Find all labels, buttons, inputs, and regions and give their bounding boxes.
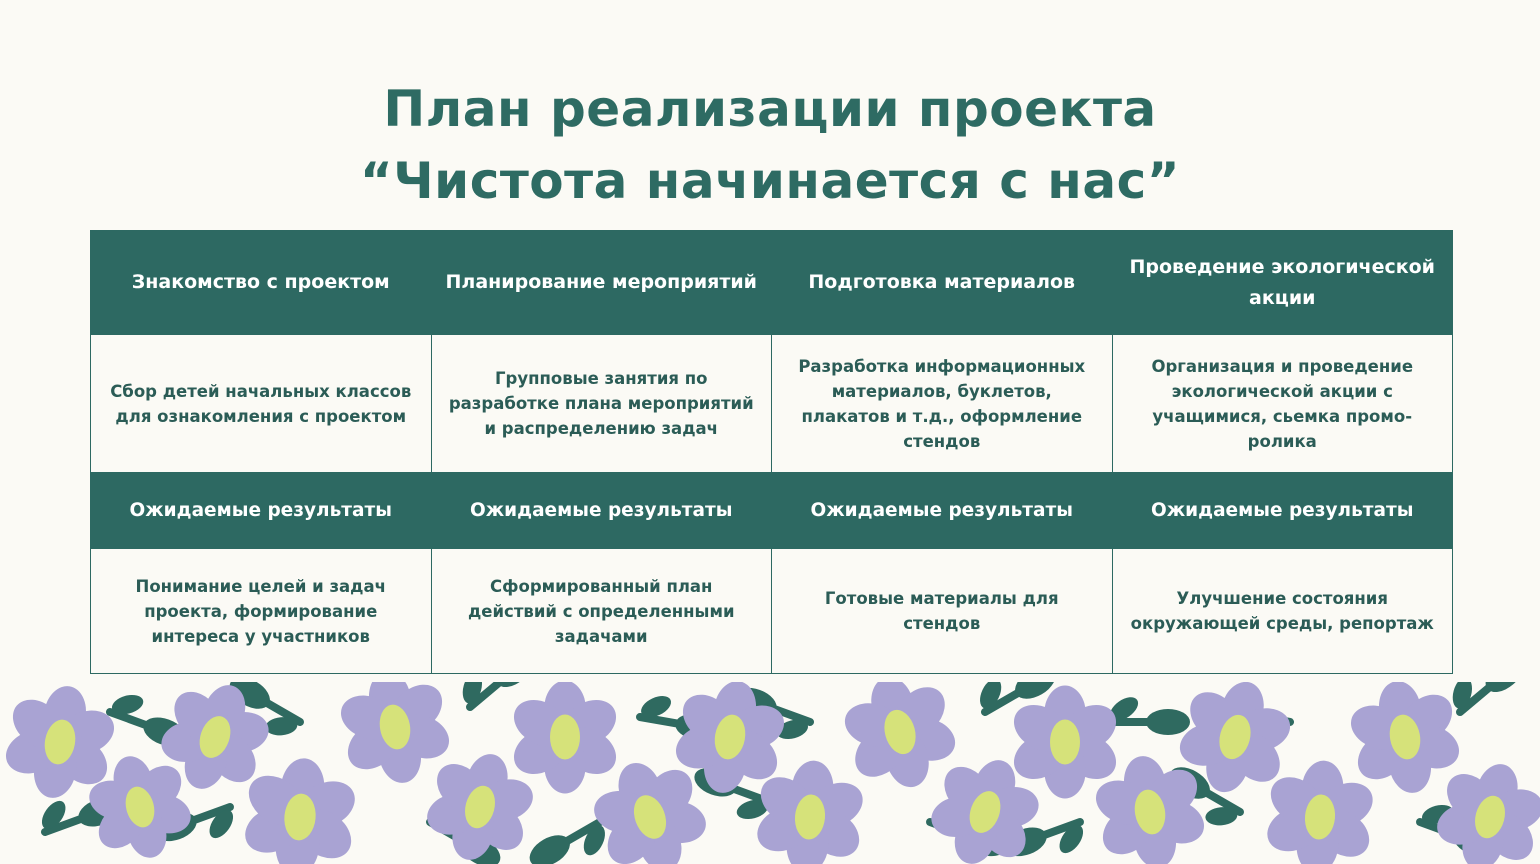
stage-header: Планирование мероприятий (431, 231, 772, 335)
results-header: Ожидаемые результаты (91, 473, 432, 549)
results-row (91, 549, 1453, 674)
purple-flower-icon (506, 682, 625, 794)
activity-cell: Организация и проведение экологической акции с учащимися, сьемка промо-ролика (1112, 335, 1453, 473)
activity-cell: Сбор детей начальных классов для ознакомления с проектом (91, 335, 432, 473)
flower-border (0, 682, 1540, 864)
stage-header: Подготовка материалов (772, 231, 1113, 335)
stage-header: Знакомство с проектом (91, 231, 432, 335)
leaf-icon (1438, 682, 1530, 725)
results-header: Ожидаемые результаты (431, 473, 772, 549)
project-plan-table (90, 230, 1453, 674)
activity-cell: Групповые занятия по разработке плана мероприятий и распределению задач (431, 335, 772, 473)
results-header: Ожидаемые результаты (1112, 473, 1453, 549)
purple-flower-icon (1006, 686, 1125, 799)
result-cell: Готовые материалы для стендов (772, 549, 1113, 674)
stage-header-row (91, 231, 1453, 335)
activities-row (91, 335, 1453, 473)
result-cell: Улучшение состояния окружающей среды, репортаж (1112, 549, 1453, 674)
result-cell: Понимание целей и задач проекта, формирование интереса у участников (91, 549, 432, 674)
page-title: План реализации проекта (383, 80, 1157, 138)
results-header: Ожидаемые результаты (772, 473, 1113, 549)
result-cell: Сформированный план действий с определенными задачами (431, 549, 772, 674)
activity-cell: Разработка информационных материалов, буклетов, плакатов и т.д., оформление стендов (772, 335, 1113, 473)
stage-header: Проведение экологической акции (1112, 231, 1453, 335)
leaf-icon (1106, 692, 1190, 735)
project-name: “Чистота начинается с нас” (359, 152, 1181, 210)
results-header-row (91, 473, 1453, 549)
